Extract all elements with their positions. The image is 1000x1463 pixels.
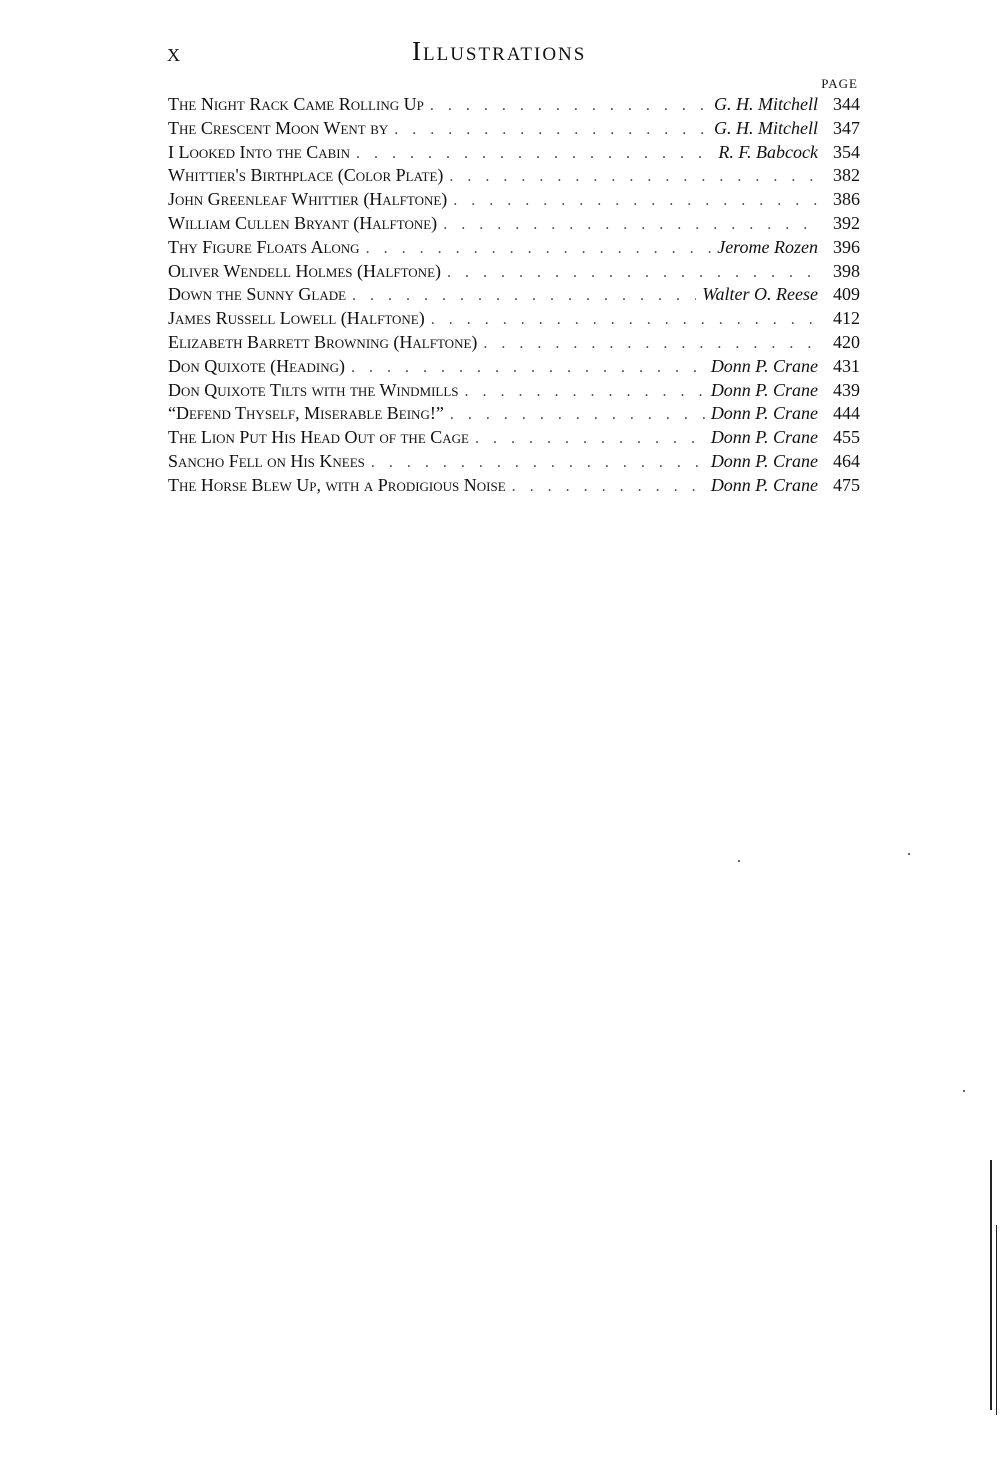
illustration-artist: Donn P. Crane [710,474,818,495]
illustration-title: Whittier's Birthplace (Color Plate) [168,165,444,186]
print-speck [963,1090,965,1092]
dot-leader [450,403,705,427]
dot-leader [394,118,708,142]
illustration-artist: Donn P. Crane [710,403,818,424]
illustration-page-number: 439 [833,379,860,400]
list-item [168,236,860,260]
dot-leader [443,213,820,237]
illustration-artist: Donn P. Crane [710,379,818,400]
illustration-page-number: 347 [833,117,860,138]
illustration-title: Don Quixote (Heading) [168,355,345,376]
illustration-page-number: 420 [833,331,860,352]
page-number: x [167,38,181,67]
illustration-page-number: 396 [833,236,860,257]
list-item [168,283,860,307]
print-speck [738,860,740,862]
dot-leader [512,475,705,499]
dot-leader [453,189,820,213]
illustration-title: Down the Sunny Glade [168,284,347,305]
list-item [168,307,860,331]
list-item [168,426,860,450]
list-item [168,379,860,403]
dot-leader [352,284,696,308]
illustration-artist: G. H. Mitchell [714,117,818,138]
illustration-page-number: 398 [833,260,860,281]
illustration-page-number: 409 [833,284,860,305]
illustration-title: James Russell Lowell (Halftone) [168,308,425,329]
illustration-artist: Jerome Rozen [717,236,818,257]
list-item [168,141,860,165]
dot-leader [371,451,705,475]
list-item [168,402,860,426]
print-speck [908,853,910,855]
illustration-page-number: 354 [833,141,860,162]
dot-leader [475,427,705,451]
list-item [168,188,860,212]
illustration-title: Don Quixote Tilts with the Windmills [168,379,459,400]
illustration-artist: Donn P. Crane [710,355,818,376]
margin-rule [996,1225,997,1415]
page-title: Illustrations [412,36,587,66]
margin-rule [990,1160,992,1410]
dot-leader [351,356,705,380]
illustration-artist: Donn P. Crane [710,450,818,471]
illustration-title: The Horse Blew Up, with a Prodigious Noise [168,474,506,495]
illustration-title: The Lion Put His Head Out of the Cage [168,427,469,448]
illustration-artist: Walter O. Reese [702,284,818,305]
illustration-page-number: 344 [833,94,860,114]
illustration-title: The Night Rack Came Rolling Up [168,94,424,114]
illustration-page-number: 386 [833,189,860,210]
illustration-artist: G. H. Mitchell [714,94,818,114]
illustration-page-number: 464 [833,450,860,471]
illustration-title: Sancho Fell on His Knees [168,450,365,471]
illustration-title: The Crescent Moon Went by [168,117,389,138]
dot-leader [431,308,820,332]
dot-leader [366,237,712,261]
dot-leader [356,142,712,166]
illustration-title: John Greenleaf Whittier (Halftone) [168,189,448,210]
illustration-page-number: 475 [833,474,860,495]
illustration-artist: R. F. Babcock [718,141,818,162]
list-item [168,93,860,117]
dot-leader [465,380,705,404]
illustration-artist: Donn P. Crane [710,427,818,448]
illustration-page-number: 431 [833,355,860,376]
illustration-page-number: 392 [833,212,860,233]
dot-leader [483,332,820,356]
page-column-header: PAGE [821,76,858,91]
list-item [168,355,860,379]
list-item [168,450,860,474]
illustration-title: Elizabeth Barrett Browning (Halftone) [168,331,478,352]
list-item [168,212,860,236]
illustration-title: Oliver Wendell Holmes (Halftone) [168,260,442,281]
dot-leader [449,165,820,189]
illustration-page-number: 444 [833,403,860,424]
illustration-page-number: 455 [833,427,860,448]
illustration-page-number: 382 [833,165,860,186]
illustration-title: “Defend Thyself, Miserable Being!” [168,403,444,424]
dot-leader [447,261,820,285]
list-item [168,260,860,284]
list-item [168,474,860,498]
illustration-title: William Cullen Bryant (Halftone) [168,212,438,233]
list-item [168,164,860,188]
illustration-page-number: 412 [833,308,860,329]
illustration-title: I Looked Into the Cabin [168,141,351,162]
illustration-title: Thy Figure Floats Along [168,236,360,257]
dot-leader [430,94,708,118]
illustrations-list [168,93,860,498]
list-item [168,331,860,355]
list-item [168,117,860,141]
